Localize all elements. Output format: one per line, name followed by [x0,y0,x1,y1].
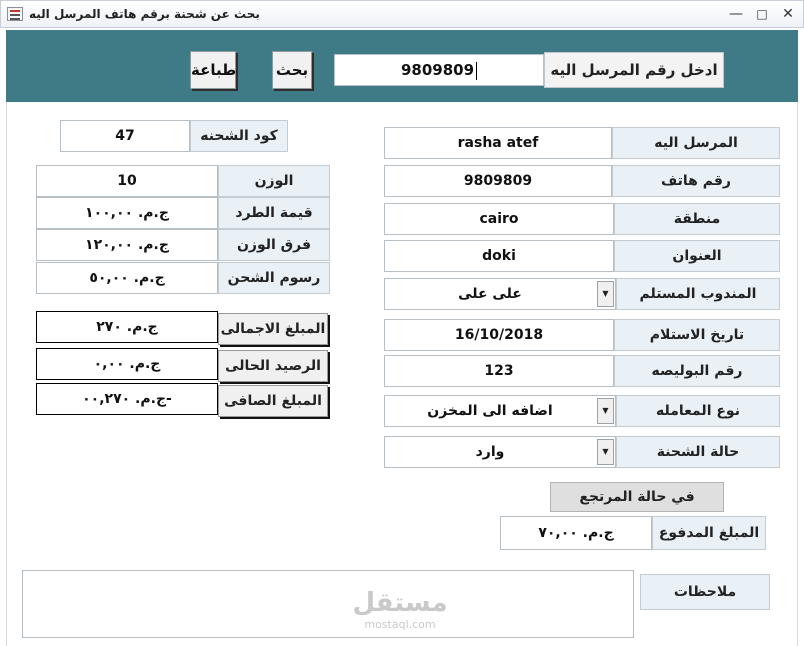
delegate-select[interactable] [384,278,616,310]
address-field[interactable]: doki [384,240,614,272]
current-balance-field[interactable]: ج.م. ٠,٠٠ [36,348,218,380]
title-bar [0,0,804,28]
policy-number-label: رقم البوليصه [614,355,780,387]
search-button[interactable]: بحث [272,51,312,89]
weight-field[interactable]: 10 [36,165,218,197]
maximize-icon[interactable]: □ [756,7,768,21]
return-case-button[interactable]: في حالة المرتجع [550,482,724,512]
total-amount-label: المبلغ الاجمالى [218,313,328,345]
shipping-fees-field[interactable]: ج.م. ٥٠,٠٠ [36,262,218,294]
paid-amount-field[interactable]: ج.م. ٧٠,٠٠ [500,516,652,550]
shipment-status-value: وارد [475,444,505,460]
region-field[interactable]: cairo [384,203,614,235]
watermark-logo [344,588,456,636]
shipment-status-label: حالة الشحنة [616,436,780,468]
search-input-value: 9809809 [400,61,475,79]
net-amount-label: المبلغ الصافى [218,385,328,417]
phone-field[interactable]: 9809809 [384,165,612,197]
phone-label: رقم هاتف [612,165,780,197]
minimize-icon[interactable]: — [729,6,743,22]
watermark-arabic: مستقل [352,588,448,618]
delegate-label: المندوب المستلم [616,278,780,310]
delegate-select-value: على على [458,286,522,302]
search-input[interactable] [334,54,544,86]
shipment-code-label: كود الشحنه [190,120,288,152]
watermark-latin: mostaql.com [364,618,436,631]
notes-label: ملاحظات [640,574,770,610]
parcel-value-label: قيمة الطرد [218,197,330,229]
total-amount-field[interactable]: ج.م. ٢٧٠ [36,311,218,343]
policy-number-field[interactable]: 123 [384,355,614,387]
transaction-type-select[interactable] [384,395,616,427]
chevron-down-icon[interactable]: ▼ [597,398,614,424]
current-balance-label: الرصيد الحالى [218,350,328,382]
window-title: بحث عن شحنة برقم هاتف المرسل اليه [29,7,260,21]
transaction-type-value: اضافه الى المخزن [427,403,553,419]
net-amount-field[interactable]: ج.م. ٠٠,٢٧٠- [36,383,218,415]
receive-date-field[interactable]: 16/10/2018 [384,319,614,351]
paid-amount-label: المبلغ المدفوع [652,516,766,550]
chevron-down-icon[interactable]: ▼ [597,439,614,465]
close-icon[interactable]: ✕ [782,6,794,22]
address-label: العنوان [614,240,780,272]
chevron-down-icon[interactable]: ▼ [597,281,614,307]
notes-field[interactable] [22,570,634,638]
region-label: منطقة [614,203,780,235]
recipient-name-label: المرسل اليه [612,127,780,159]
shipping-fees-label: رسوم الشحن [218,262,330,294]
parcel-value-field[interactable]: ج.م. ١٠٠,٠٠ [36,197,218,229]
weight-diff-field[interactable]: ج.م. ١٢٠,٠٠ [36,229,218,261]
print-button[interactable]: طباعة [190,51,236,89]
search-label: ادخل رقم المرسل اليه [544,52,724,88]
transaction-type-label: نوع المعامله [616,395,780,427]
weight-label: الوزن [218,165,330,197]
weight-diff-label: فرق الوزن [218,229,330,261]
receive-date-label: تاريخ الاستلام [614,319,780,351]
shipment-code-field[interactable]: 47 [60,120,190,152]
form-icon [7,7,23,21]
shipment-status-select[interactable] [384,436,616,468]
recipient-name-field[interactable]: rasha atef [384,127,612,159]
